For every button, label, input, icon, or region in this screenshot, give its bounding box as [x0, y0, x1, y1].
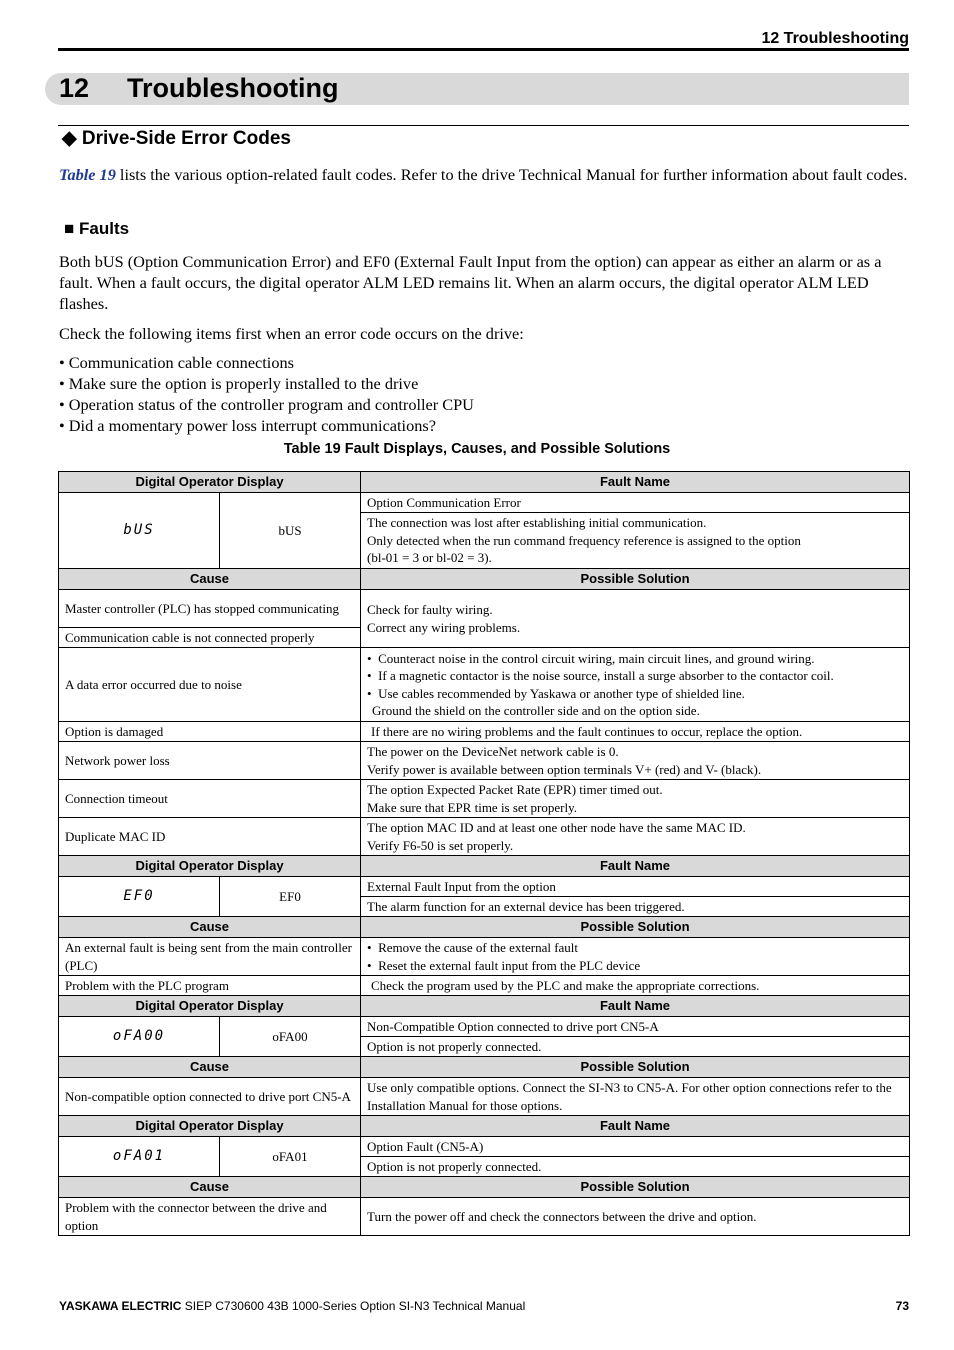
cause-cell: Problem with the PLC program [59, 976, 361, 996]
cause-cell: Connection timeout [59, 780, 361, 818]
intro-text: lists the various option-related fault codes. Refer to the drive Technical Manual for further information about fault codes. [115, 165, 908, 184]
fault-description: Option is not properly connected. [361, 1157, 910, 1177]
chapter-title: Troubleshooting [127, 73, 339, 103]
display-segment: EF0 [59, 877, 220, 917]
cause-cell: Problem with the connector between the drive and option [59, 1198, 361, 1236]
solution-cell: If there are no wiring problems and the fault continues to occur, replace the option. [361, 722, 910, 742]
cause-cell: Network power loss [59, 742, 361, 780]
footer-brand: YASKAWA ELECTRIC [59, 1299, 182, 1313]
solution-cell: The option Expected Packet Rate (EPR) timer timed out. Make sure that EPR time is set properly. [361, 780, 910, 818]
solution-cell: The option MAC ID and at least one other node have the same MAC ID. Verify F6-50 is set properly. [361, 818, 910, 856]
list-item: • Did a momentary power loss interrupt communications? [59, 415, 474, 436]
header-cause: Cause [59, 1057, 361, 1078]
section-title: Drive-Side Error Codes [81, 128, 291, 149]
table-link[interactable]: Table 19 [59, 165, 116, 184]
cause-cell: Option is damaged [59, 722, 361, 742]
section-intro [59, 164, 911, 185]
solution-cell: • Remove the cause of the external fault • Reset the external fault input from the PLC device [361, 938, 910, 976]
header-solution: Possible Solution [361, 917, 910, 938]
header-solution: Possible Solution [361, 1177, 910, 1198]
header-fault-name: Fault Name [361, 1116, 910, 1137]
fault-name: Option Communication Error [361, 493, 910, 513]
diamond-icon: ◆ [62, 128, 77, 149]
footer [59, 1299, 525, 1313]
header-rule [58, 48, 909, 51]
header-display: Digital Operator Display [59, 856, 361, 877]
fault-table [58, 471, 910, 1236]
list-item: • Operation status of the controller program and controller CPU [59, 394, 474, 415]
solution-cell: • Counteract noise in the control circuit wiring, main circuit lines, and ground wiring. • If a magnetic contactor is the noise source, install a surge absorber to the contactor coil. • Use cables recommended by Yaskawa or another type of shielded line. Ground the shield on the controller side and on the option side. [361, 648, 910, 722]
header-solution: Possible Solution [361, 1057, 910, 1078]
header-display: Digital Operator Display [59, 996, 361, 1017]
faults-heading [64, 219, 129, 239]
faults-title: Faults [79, 219, 130, 238]
page-number: 73 [895, 1299, 909, 1313]
check-list [59, 352, 474, 436]
header-display: Digital Operator Display [59, 472, 361, 493]
check-paragraph: Check the following items first when an error code occurs on the drive: [59, 324, 524, 343]
list-item: • Communication cable connections [59, 352, 474, 373]
display-segment: oFA00 [59, 1017, 220, 1057]
fault-name: Option Fault (CN5-A) [361, 1137, 910, 1157]
footer-doc: SIEP C730600 43B 1000-Series Option SI-N3 Technical Manual [181, 1299, 526, 1313]
list-item: • Make sure the option is properly installed to the drive [59, 373, 474, 394]
display-segment: oFA01 [59, 1137, 220, 1177]
solution-cell: Turn the power off and check the connectors between the drive and option. [361, 1198, 910, 1236]
display-code: oFA00 [220, 1017, 361, 1057]
chapter-banner [45, 73, 909, 105]
solution-cell: The power on the DeviceNet network cable is 0. Verify power is available between option terminals V+ (red) and V- (black). [361, 742, 910, 780]
header-cause: Cause [59, 569, 361, 590]
display-code: EF0 [220, 877, 361, 917]
fault-description: The connection was lost after establishing initial communication. Only detected when the run command frequency reference is assigned to the option (bl-01 = 3 or bl-02 = 3). [361, 513, 910, 569]
table-caption: Table 19 Fault Displays, Causes, and Possible Solutions [283, 441, 671, 457]
solution-cell: Use only compatible options. Connect the SI-N3 to CN5-A. For other option connections refer to the Installation Manual for those options. [361, 1078, 910, 1116]
cause-cell: An external fault is being sent from the main controller (PLC) [59, 938, 361, 976]
section-heading [62, 127, 291, 150]
header-cause: Cause [59, 1177, 361, 1198]
fault-description: The alarm function for an external device has been triggered. [361, 897, 910, 917]
fault-name: External Fault Input from the option [361, 877, 910, 897]
running-header: 12 Troubleshooting [761, 30, 909, 47]
fault-description: Option is not properly connected. [361, 1037, 910, 1057]
header-cause: Cause [59, 917, 361, 938]
cause-cell: A data error occurred due to noise [59, 648, 361, 722]
header-fault-name: Fault Name [361, 996, 910, 1017]
chapter-number: 12 [59, 73, 90, 103]
display-code: bUS [220, 493, 361, 569]
header-fault-name: Fault Name [361, 856, 910, 877]
cause-cell: Communication cable is not connected properly [59, 628, 361, 648]
display-code: oFA01 [220, 1137, 361, 1177]
cause-cell: Duplicate MAC ID [59, 818, 361, 856]
cause-cell: Non-compatible option connected to drive port CN5-A [59, 1078, 361, 1116]
cause-cell: Master controller (PLC) has stopped communicating [59, 590, 361, 628]
square-bullet-icon: ■ [64, 219, 75, 238]
display-segment: bUS [59, 493, 220, 569]
header-fault-name: Fault Name [361, 472, 910, 493]
section-rule [58, 125, 909, 126]
solution-cell: Check for faulty wiring. Correct any wiring problems. [361, 590, 910, 648]
header-solution: Possible Solution [361, 569, 910, 590]
faults-paragraph: Both bUS (Option Communication Error) and EF0 (External Fault Input from the option) can appear as either an alarm or as a fault. When a fault occurs, the digital operator ALM LED remains lit. When an alarm occurs, the digital operator ALM LED flashes. [59, 252, 882, 313]
fault-name: Non-Compatible Option connected to drive port CN5-A [361, 1017, 910, 1037]
solution-cell: Check the program used by the PLC and make the appropriate corrections. [361, 976, 910, 996]
header-display: Digital Operator Display [59, 1116, 361, 1137]
